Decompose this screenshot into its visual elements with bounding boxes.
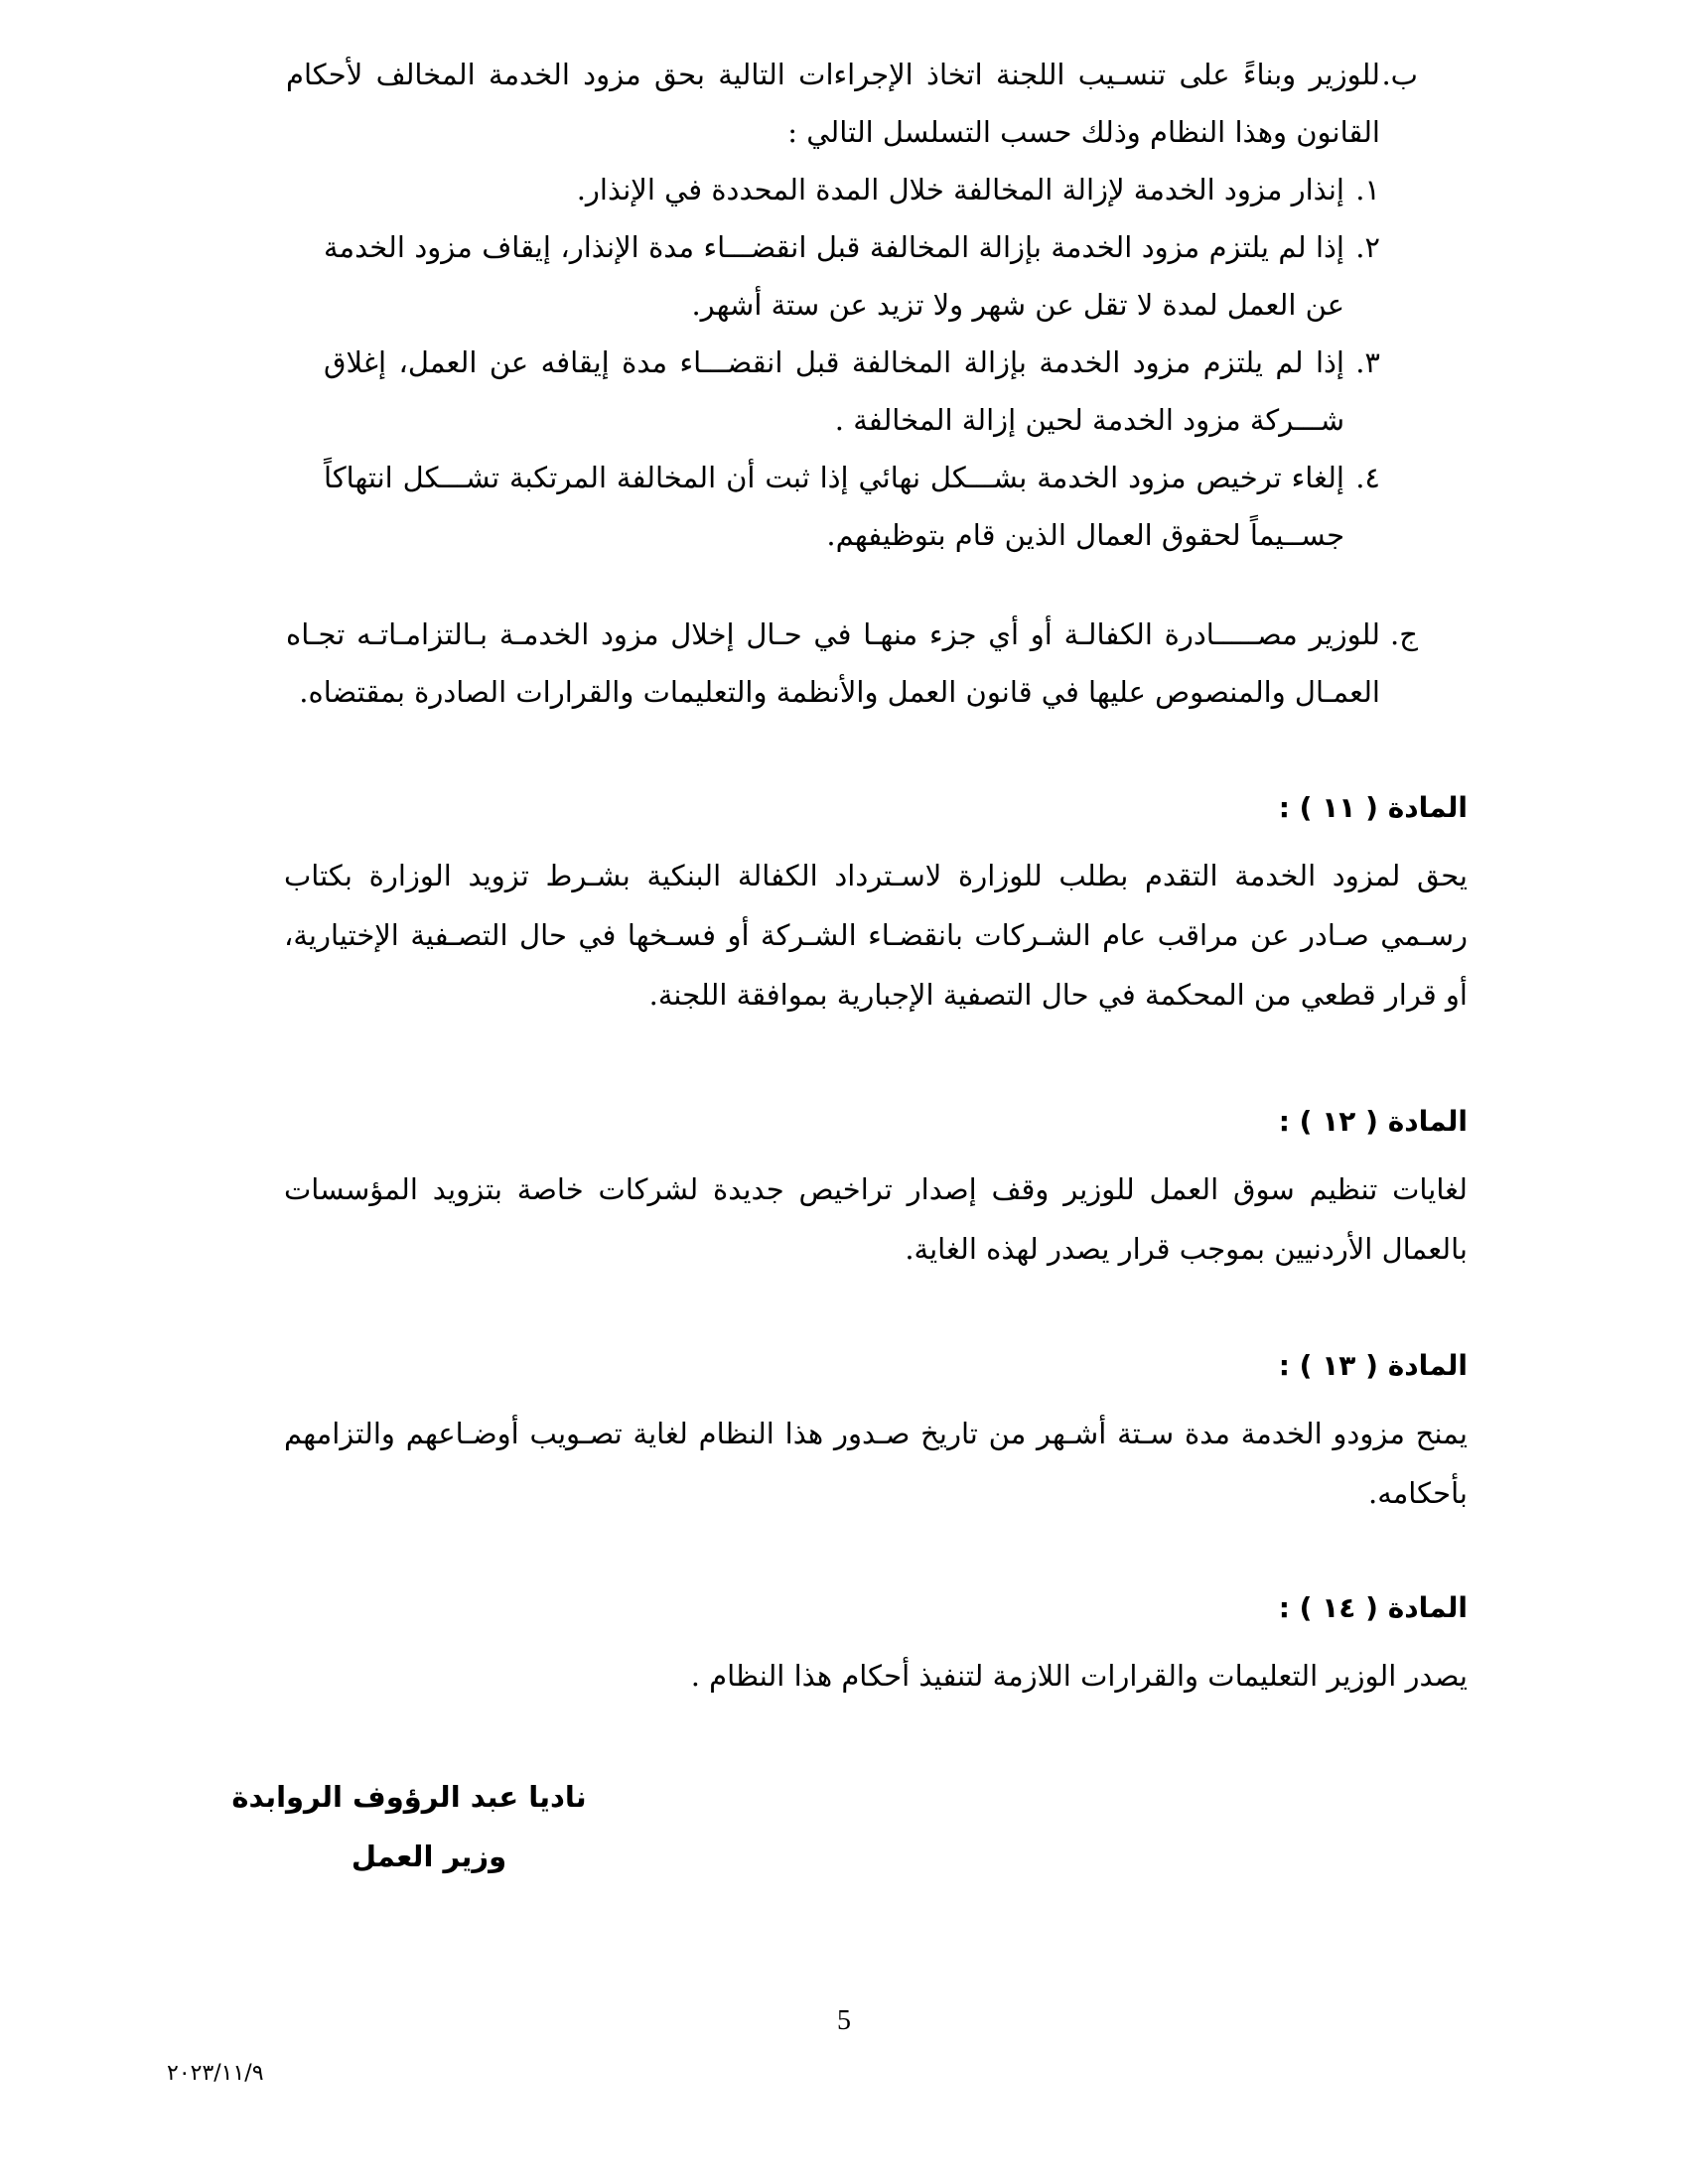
list-item-text: إذا لم يلتزم مزود الخدمة بإزالة المخالفة قبل انقضـــاء مدة الإنذار، إيقاف مزود الخدمة عن العمل لمدة لا تقل عن شهر ولا تزيد عن ستة أشهر. — [324, 230, 1344, 322]
clause-b-list — [286, 161, 1380, 564]
list-item-text: إنذار مزود الخدمة لإزالة المخالفة خلال المدة المحددة في الإنذار. — [576, 173, 1344, 206]
list-item-text: إذا لم يلتزم مزود الخدمة بإزالة المخالفة قبل انقضـــاء مدة إيقافه عن العمل، إغلاق شـــركة مزود الخدمة لحين إزالة المخالفة . — [324, 345, 1344, 437]
list-item — [286, 161, 1380, 218]
clause-c-marker: ج. — [1390, 617, 1418, 651]
clause-b-marker: ب. — [1381, 58, 1418, 91]
list-item-marker: ١. — [1355, 173, 1380, 206]
article-heading: المادة ( ١٤ ) : — [1278, 1591, 1468, 1624]
list-item-marker: ٤. — [1355, 461, 1380, 494]
article-text: يصدر الوزير التعليمات والقرارات اللازمة لتنفيذ أحكام هذا النظام . — [690, 1659, 1468, 1693]
page-number: 5 — [837, 2005, 851, 2036]
article-text: يمنح مزودو الخدمة مدة سـتة أشـهر من تاريخ صـدور هذا النظام لغاية تصـويب أوضـاعهم والتزامهم بأحكامه. — [284, 1417, 1468, 1510]
clause-c — [286, 606, 1418, 721]
list-item — [286, 334, 1380, 449]
signatory-title: وزير العمل — [351, 1840, 507, 1873]
article-text: يحق لمزود الخدمة التقدم بطلب للوزارة لاسـترداد الكفالة البنكية بشـرط تزويد الوزارة بكتاب رسـمي صـادر عن مراقب عام الشـركات بانقضـاء الشـركة أو فسـخها في حال التصـفية الإختيارية، أو قرار قطعي من المحكمة في حال التصفية الإجبارية بموافقة اللجنة. — [284, 859, 1468, 1012]
list-item-marker: ٣. — [1355, 345, 1380, 379]
article-11 — [284, 788, 1468, 1024]
article-heading: المادة ( ١٣ ) : — [1278, 1349, 1468, 1382]
article-12 — [284, 1102, 1468, 1279]
article-heading: المادة ( ١٢ ) : — [1278, 1105, 1468, 1138]
article-14 — [284, 1588, 1468, 1706]
article-text: لغايات تنظيم سوق العمل للوزير وقف إصدار تراخيص جديدة لشركات خاصة بتزويد المؤسسات بالعمال الأردنيين بموجب قرار يصدر لهذه الغاية. — [284, 1172, 1468, 1266]
signatory-name: ناديا عبد الرؤوف الروابدة — [231, 1780, 587, 1814]
clause-b — [286, 46, 1418, 564]
list-item-text: إلغاء ترخيص مزود الخدمة بشـــكل نهائي إذا ثبت أن المخالفة المرتكبة تشـــكل انتهاكاً جســيماً لحقوق العمال الذين قام بتوظيفهم. — [324, 461, 1344, 552]
clause-b-intro: للوزير وبناءً على تنسـيب اللجنة اتخاذ الإجراءات التالية بحق مزود الخدمة المخالف لأحكام القانون وهذا النظام وذلك حسب التسلسل التالي : — [286, 58, 1380, 149]
list-item — [286, 449, 1380, 564]
footer-date: ٢٠٢٣/١١/٩ — [167, 2061, 264, 2086]
list-item-marker: ٢. — [1355, 230, 1380, 264]
list-item — [286, 218, 1380, 334]
clause-c-text: للوزير مصـــــادرة الكفالـة أو أي جزء منهـا في حـال إخلال مزود الخدمـة بـالتزامـاتـه تجـاه العمـال والمنصوص عليها في قانون العمل والأنظمة والتعليمات والقرارات الصادرة بمقتضاه. — [286, 617, 1380, 709]
article-13 — [284, 1346, 1468, 1523]
clause-b-lead — [286, 46, 1418, 161]
article-heading: المادة ( ١١ ) : — [1278, 791, 1468, 824]
signature-block — [230, 1767, 588, 1886]
